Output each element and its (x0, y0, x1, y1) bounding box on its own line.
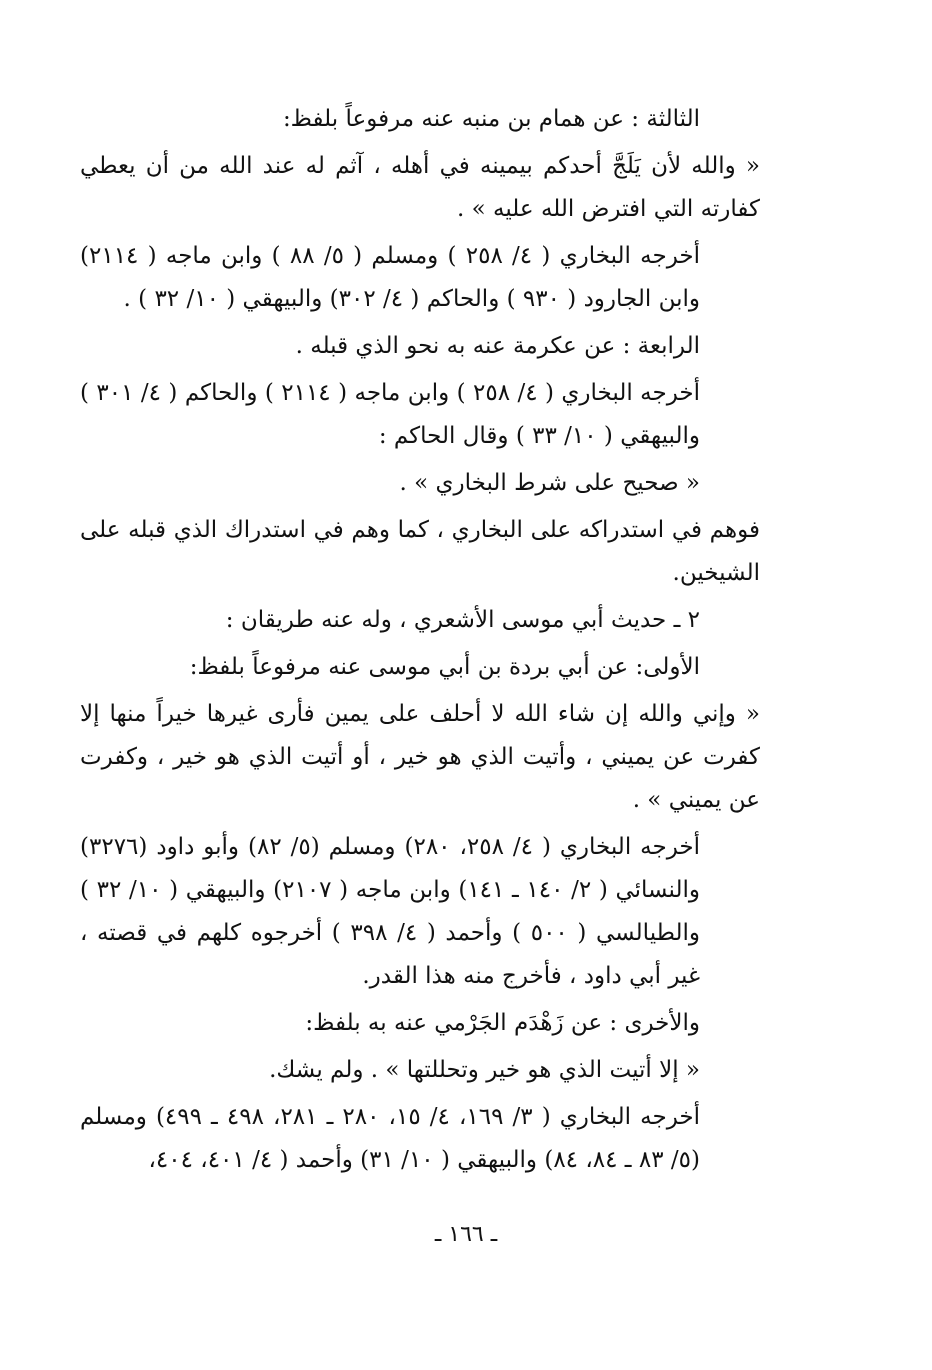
second-route-heading: والأخرى : عن زَهْدَم الجَرْمي عنه به بلفظ: (305, 1010, 700, 1036)
hadith-text: « والله لأن يَلَجَّ أحدكم بيمينه في أهله ، آثم له عند الله من أن يعطي كفارته التي افترض الله عليه » . (80, 153, 760, 222)
fourth-route-heading: الرابعة : عن عكرمة عنه به نحو الذي قبله . (295, 333, 700, 359)
third-route-heading: الثالثة : عن همام بن منبه عنه مرفوعاً بلفظ: (282, 106, 700, 132)
takhrij-paragraph: أخرجه البخاري ( ٤/ ٢٥٨ ) وابن ماجه ( ٢١١٤ ) والحاكم ( ٤/ ٣٠١ ) والبيهقي ( ١٠/ ٣٣ ) وقال الحاكم : (80, 380, 700, 449)
hadith-text: « وإني والله إن شاء الله لا أحلف على يمين فأرى غيرها خيراً منها إلا كفرت عن يميني ، وأتيت الذي هو خير ، أو أتيت الذي هو خير ، وكفرت عن يميني » . (80, 701, 760, 813)
quote-text: « صحيح على شرط البخاري » . (399, 470, 700, 496)
first-route-heading: الأولى: عن أبي بردة بن أبي موسى عنه مرفوعاً بلفظ: (189, 654, 700, 680)
body-text (80, 98, 760, 1182)
takhrij-paragraph: أخرجه البخاري ( ٤/ ٢٥٨ ) ومسلم ( ٥/ ٨٨ ) وابن ماجه ( ٢١١٤) وابن الجارود ( ٩٣٠ ) والحاكم ( ٤/ ٣٠٢) والبيهقي ( ١٠/ ٣٢ ) . (80, 243, 701, 312)
takhrij-paragraph: أخرجه البخاري ( ٣/ ١٦٩، ٤/ ١٥، ٢٨٠ ـ ٢٨١، ٤٩٨ ـ ٤٩٩) ومسلم (٥/ ٨٣ ـ ٨٤، ٨٤) والبيهقي ( ١٠/ ٣١) وأحمد ( ٤/ ٤٠١، ٤٠٤، (80, 1104, 700, 1173)
hadith-section-heading: ٢ ـ حديث أبي موسى الأشعري ، وله عنه طريقان : (225, 607, 700, 633)
page-number: ـ ١٦٦ ـ (434, 1222, 498, 1247)
hadith-text: « إلا أتيت الذي هو خير وتحللتها » . ولم يشك. (269, 1057, 700, 1083)
takhrij-paragraph: أخرجه البخاري ( ٤/ ٢٥٨، ٢٨٠) ومسلم (٥/ ٨٢) وأبو داود (٣٢٧٦) والنسائي ( ٢/ ١٤٠ ـ ١٤١) وابن ماجه ( ٢١٠٧) والبيهقي ( ١٠/ ٣٢ ) والطيالسي ( ٥٠٠ ) وأحمد ( ٤/ ٣٩٨ ) أخرجوه كلهم في قصته ، غير أبي داود ، فأخرج منه هذا القدر. (80, 834, 701, 989)
commentary-paragraph: فوهم في استدراكه على البخاري ، كما وهم في استدراك الذي قبله على الشيخين. (80, 517, 760, 586)
